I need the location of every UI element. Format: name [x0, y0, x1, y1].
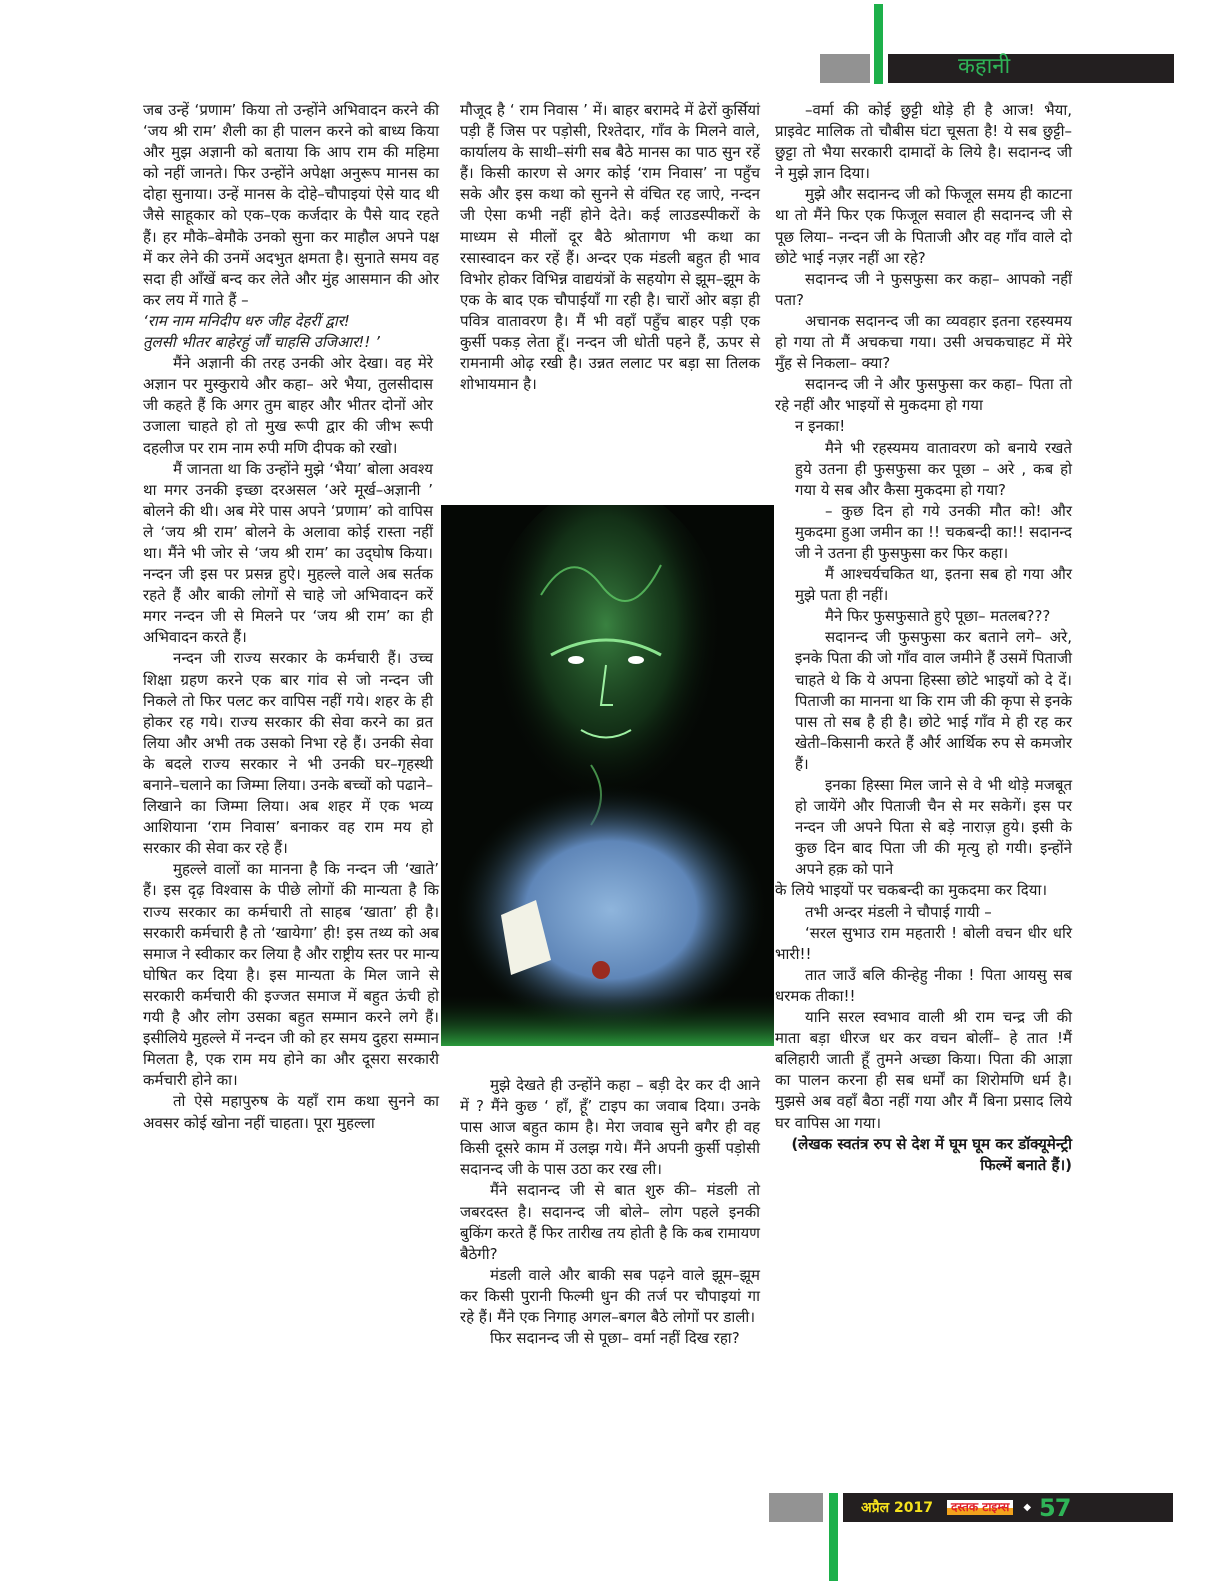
illustration-graphic [441, 505, 774, 1046]
paragraph: मैंने सदानन्द जी से बात शुरु की– मंडली तो जबरदस्त है। सदानन्द जी बोले– लोग पहले इनकी बुकिंग करते हैं फिर तारीख तय होती है कि कब रामायण बैठेगी? [460, 1181, 760, 1263]
section-title: कहानी [958, 54, 1011, 79]
article-column-2-top [460, 100, 760, 395]
bullet-icon: ◆ [1023, 1502, 1032, 1513]
paragraph: तभी अन्दर मंडली ने चौपाई गायी – [805, 902, 992, 921]
article-column-3 [775, 100, 1072, 1176]
paragraph: यानि सरल स्वभाव वाली श्री राम चन्द्र जी की माता बड़ा धीरज धर कर वचन बोलीं– हे तात !मैं बलिहारी जाती हूँ तुमने अच्छा किया। पिता की आज्ञा का पालन करना ही सब धर्मों का शिरोमणि धर्म है। मुझसे अब वहाँ बैठा नहीं गया और मैं बिना प्रसाद लिये घर वापिस आ गया। [775, 1008, 1072, 1132]
footer-gray-block [769, 1493, 823, 1522]
paragraph: जब उन्हें ‘प्रणाम’ किया तो उन्होंने अभिवादन करने की ‘जय श्री राम’ शैली का ही पालन करने को बाध्य किया और मुझ अज्ञानी को बताया कि आप राम की महिमा को नहीं जानते। फिर उन्होंने अपेक्षा अनुरूप मानस का दोहा सुनाया। उन्हें मानस के दोहे–चौपाइयां ऐसे याद थी जैसे साहूकार को एक–एक कर्जदार के पैसे याद रहते हैं। हर मौके–बेमौके उनको सुना कर माहौल अपने पक्ष में कर लेने की उनमें अदभुत क्षमता है। सुनाते समय वह सदा ही आँखें बन्द कर लेते और मुंह आसमान की ओर कर लय में गाते हैं – [143, 101, 439, 309]
wrapped-text-block [775, 416, 1072, 880]
glowing-eye [628, 656, 644, 664]
verse-paragraph: तात जाउँ बलि कीन्हेहु नीका ! पिता आयसु सब धरमक तीका!! [775, 965, 1072, 1005]
footer-bar [843, 1493, 1173, 1522]
paragraph: मैंने अज्ञानी की तरह उनकी ओर देखा। वह मेरे अज्ञान पर मुस्कुराये और कहा– अरे भैया, तुलसीदास जी कहते हैं कि अगर तुम बाहर और भीतर दोनों ओर उजाला चाहते हो तो मुख रूपी द्वार की जीभ रूपी दहलीज पर राम नाम रुपी मणि दीपक को रखो। [143, 354, 433, 457]
verse-line: तुलसी भीतर बाहेरहुं जौं चाहसि उजिआर!! ’ [143, 333, 380, 352]
paragraph: मैने भी रहस्यमय वातावरण को बनाये रखते हुये उतना ही फुसफुसा कर पूछा – अरे , कब हो गया ये सब और कैसा मुकदमा हो गया? [795, 438, 1072, 499]
magazine-logo: दस्तक टाइम्स [947, 1500, 1013, 1515]
verse-paragraph: ‘सरल सुभाउ राम महतारी ! बोली वचन धीर धरि भारी!! [775, 923, 1072, 963]
paragraph: इनका हिस्सा मिल जाने से वे भी थोड़े मजबूत हो जायेंगे और पिताजी चैन से मर सकेगें। इस पर नन्दन जी अपने पिता से बड़े नाराज़ हुये। इसी के कुछ दिन बाद पिता जी की मृत्यु हो गयी। इन्होंने अपने हक़ को पाने [795, 776, 1072, 879]
verse-line: ‘राम नाम मनिदीप धरु जीह देहरीं द्वार! [143, 311, 350, 330]
paragraph: सदानन्द जी ने फुसफुसा कर कहा– आपको नहीं पता? [775, 269, 1072, 309]
paragraph: सदानन्द जी फुसफुसा कर बताने लगे– अरे, इनके पिता की जो गाँव वाल जमीने हैं उसमें पिताजी चाहते थे कि ये अपना हिस्सा छोटे भाइयों को दे दें। पिताजी का मानना था कि राम जी की कृपा से इनके पास तो सब है ही है। छोटे भाई गाँव मे ही रह कर खेती–किसानी करते हैं और्र आर्थिक रुप से कमजोर हैं। [795, 628, 1072, 773]
paragraph: फिर सदानन्द जी से पूछा– वर्मा नहीं दिख रहा? [490, 1329, 740, 1348]
footer-accent-bar [829, 1493, 838, 1581]
paragraph: न इनका! [795, 417, 846, 436]
paragraph: मैने फिर फुसफुसाते हुऐ पूछा– मतलब??? [825, 607, 1051, 626]
paragraph: मुझे देखते ही उन्होंने कहा – बड़ी देर कर दी आने में ? मैंने कुछ ‘ हाँ, हूँ’ टाइप का जवाब दिया। उनके पास आज बहुत काम है। मेरा जवाब सुने बगैर ही वह किसी दूसरे काम में उलझ गये। मैंने अपनी कुर्सी पड़ोसी सदानन्द जी के पास उठा कर रख ली। [460, 1076, 760, 1179]
header-section-bar [888, 54, 1174, 83]
paragraph: – कुछ दिन हो गये उनकी मौत को! और मुकदमा हुआ जमीन का !! चकबन्दी का!! सदानन्द जी ने उतना ही फुसफुसा कर फिर कहा। [795, 501, 1072, 562]
paragraph: के लिये भाइयों पर चकबन्दी का मुकदमा कर दिया। [775, 881, 1048, 900]
paragraph: तो ऐसे महापुरुष के यहाँ राम कथा सुनने का अवसर कोई खोना नहीं चाहता। पूरा मुहल्ला [143, 1092, 439, 1132]
page-number: 57 [1039, 1493, 1071, 1522]
paragraph: मैं जानता था कि उन्होंने मुझे ‘भैया’ बोला अवश्य था मगर उनकी इच्छा दरअसल ‘अरे मूर्ख–अज्ञानी ’ बोलने की थी। अब मेरे पास अपने ‘प्रणाम’ को वापिस ले ‘जय श्री राम’ बोलने के अलावा कोई रास्ता नहीं था। मैंने भी जोर से ‘जय श्री राम’ का उद्‌घोष किया। नन्दन जी इस पर प्रसन्न हुऐ। मुहल्ले वाले अब सर्तक रहते हैं और बाकी लोगों से चाहे जो अभिवादन करें मगर नन्दन जी से मिलने पर ‘जय श्री राम’ का ही अभिवादन करते हैं। [143, 459, 433, 647]
author-note: (लेखक स्वतंत्र रुप से देश में घूम घूम कर डॉक्यूमेन्ट्री फिल्में बनाते हैं।) [791, 1134, 1072, 1174]
issue-date: अप्रैल 2017 [861, 1500, 933, 1516]
story-illustration [441, 505, 774, 1046]
glowing-eye [568, 656, 584, 664]
paragraph: अचानक सदानन्द जी का व्यवहार इतना रहस्यमय हो गया तो मैं अचकचा गया। उसी अचकचाहट में मेरे मुँह से निकला– क्या? [775, 311, 1072, 373]
paragraph: –वर्मा की कोई छुट्टी थोड़े ही है आज! भैया, प्राइवेट मालिक तो चौबीस घंटा चूसता है! ये सब छुट्टी–छुट्टा तो भैया सरकारी दामादों के लिये है। सदानन्द जी ने मुझे ज्ञान दिया। [775, 101, 1072, 183]
article-column-2-bottom [460, 1075, 760, 1349]
article-column-1 [143, 100, 439, 1134]
paragraph: सदानन्द जी ने और फुसफुसा कर कहा– पिता तो रहे नहीं और भाइयों से मुकदमा हो गया [775, 375, 1072, 415]
paragraph: मुहल्ले वालों का मानना है कि नन्दन जी ‘खाते’ हैं। इस दृढ़ विश्वास के पीछे लोगों की मान्यता है कि राज्य सरकार का कर्मचारी तो साहब ‘खाता’ ही है। सरकारी कर्मचारी है तो ‘खायेगा’ ही! इस तथ्य को अब समाज ने स्वीकार कर लिया है और राष्ट्रीय स्तर पर मान्य घोषित कर दिया है। इस मान्यता के मिल जाने से सरकारी कर्मचारी की इज्जत समाज में बहुत ऊंची हो गयी है और लोग उसका बहुत सम्मान करने लगे हैं। इसीलिये मुहल्ले में नन्दन जी को हर समय दुहरा सम्मान मिलता है, एक राम मय होने का और दूसरा सरकारी कर्मचारी होने का। [143, 860, 439, 1090]
paragraph: मैं आश्चर्यचकित था, इतना सब हो गया और मुझे पता ही नहीं। [795, 565, 1072, 605]
header-gray-block [820, 54, 870, 83]
header-accent-bar [874, 4, 883, 84]
paragraph: मुझे और सदानन्द जी को फिजूल समय ही काटना था तो मैंने फिर एक फिजूल सवाल ही सदानन्द जी से पूछ लिया– नन्दन जी के पिताजी और वह गाँव वाले दो छोटे भाई नज़र नहीं आ रहे? [775, 185, 1072, 267]
paragraph: मंडली वाले और बाकी सब पढ़ने वाले झूम–झूम कर किसी पुरानी फिल्मी धुन की तर्ज पर चौपाइयां गा रहे हैं। मैंने एक निगाह अगल–बगल बैठे लोगों पर डाली। [460, 1265, 760, 1327]
paragraph: नन्दन जी राज्य सरकार के कर्मचारी हैं। उच्च शिक्षा ग्रहण करने एक बार गांव से जो नन्दन जी निकले तो फिर पलट कर वापिस नहीं गये। शहर के ही होकर रह गये। राज्य सरकार की सेवा करने का व्रत लिया और अभी तक उसको निभा रहे हैं। उनकी सेवा के बदले राज्य सरकार ने भी उनकी घर–गृहस्थी बनाने–चलाने का जिम्मा लिया। उनके बच्चों को पढाने–लिखाने का जिम्मा लिया। अब शहर में एक भव्य आशियाना ‘राम निवास’ बनाकर वह राम मय हो सरकार की सेवा कर रहे हैं। [143, 649, 433, 858]
paragraph: मौजूद है ‘ राम निवास ’ में। बाहर बरामदे में ढेरों कुर्सियां पड़ी हैं जिस पर पड़ोसी, रिश्तेदार, गाँव के मिलने वाले, कार्यालय के साथी–संगी सब बैठे मानस का पाठ सुन रहें हैं। किसी कारण से अगर कोई ‘राम निवास’ ना पहुँच सके और इस कथा को सुनने से वंचित रह जाऐ, नन्दन जी ऐसा कभी नहीं होने देते। कई लाउडस्पीकरों के माध्यम से मीलों दूर बैठे श्रोतागण भी कथा का रसास्वादन कर रहें हैं। अन्दर एक मंडली बहुत ही भाव विभोर होकर विभिन्न वाद्ययंत्रों के सहयोग से झूम–झूम के एक के बाद एक चौपाईयाँ गा रही है। चारों ओर बड़ा ही पवित्र वातावरण है। मैं भी वहाँ पहुँच बाहर पड़ी एक कुर्सी पकड़ लेता हूँ। नन्दन जी धोती पहने हैं, ऊपर से रामनामी ओढ़ रखी है। उन्नत ललाट पर बड़ा सा तिलक शोभायमान है। [460, 101, 760, 394]
